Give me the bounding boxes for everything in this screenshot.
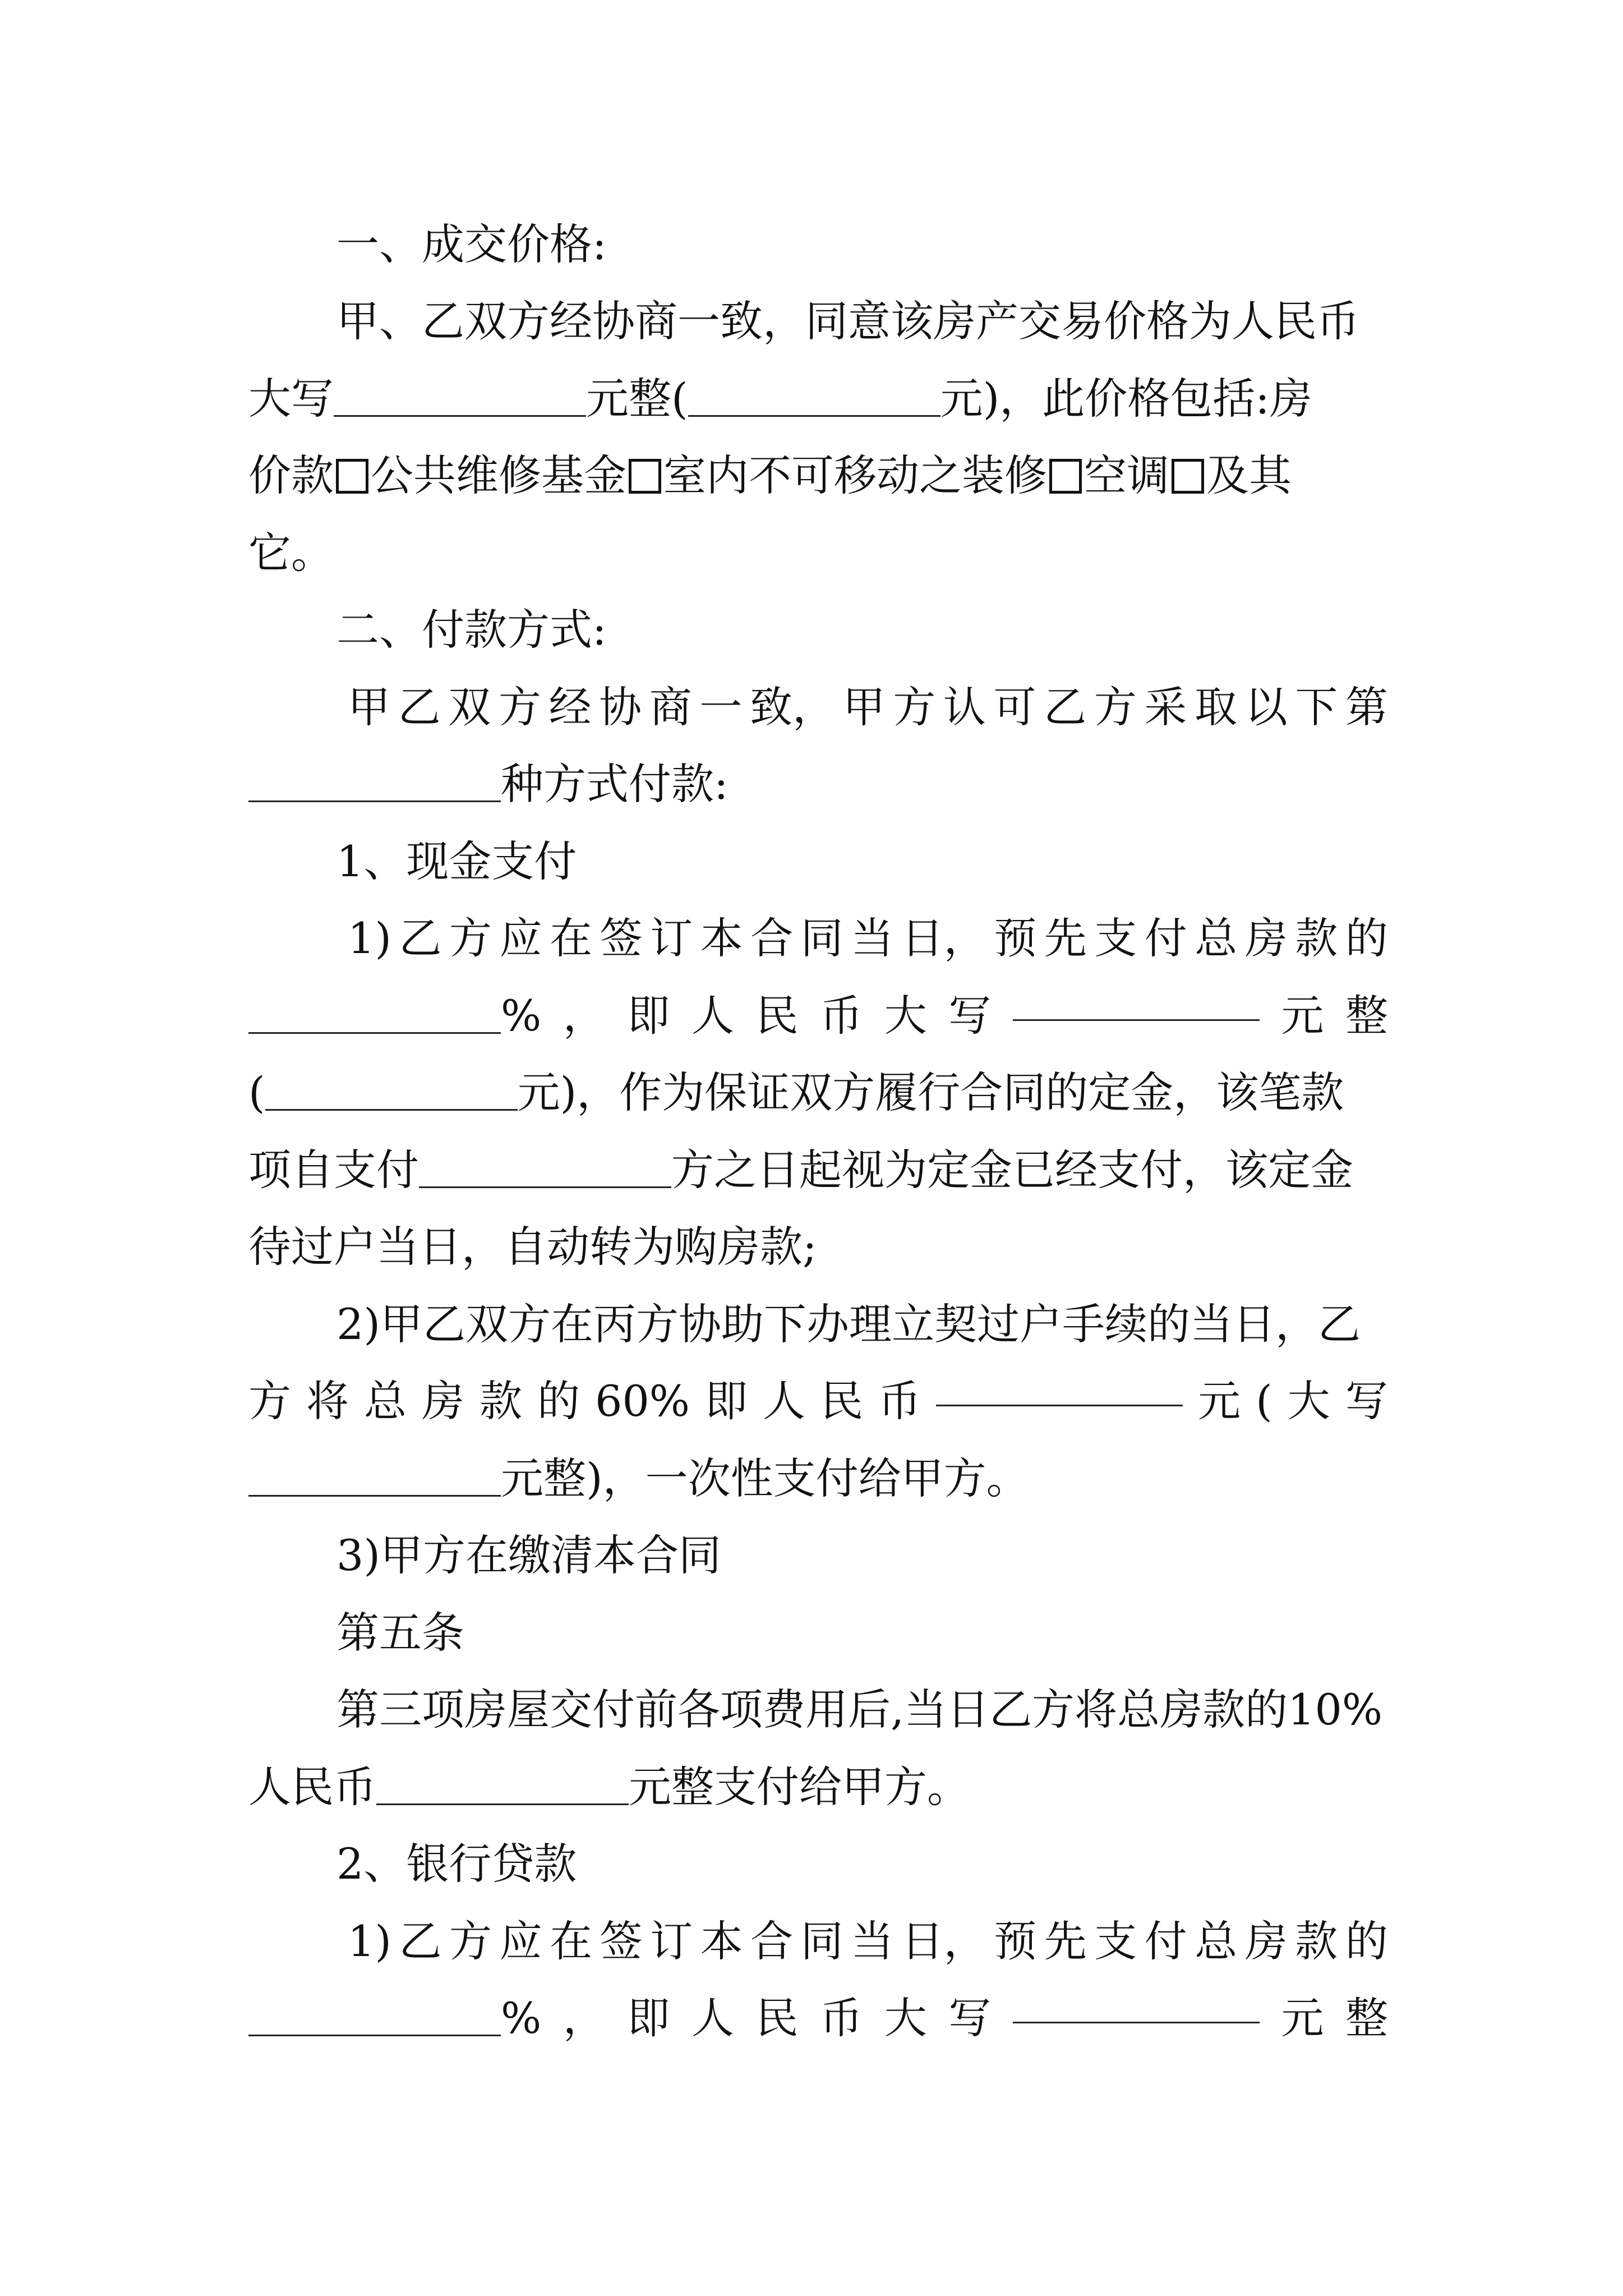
text-fragment: 项自支付	[248, 1145, 419, 1195]
char: 方	[449, 1916, 492, 1966]
char: 本	[700, 1916, 743, 1966]
char: 总	[1195, 913, 1238, 963]
deposit-amount-words-blank[interactable]	[1013, 977, 1260, 1021]
text-fragment: 方之日起视为定金已经支付，该定金	[671, 1145, 1353, 1195]
char: (	[1256, 1376, 1272, 1426]
amount-figures-blank[interactable]	[688, 372, 940, 417]
char: 预	[994, 913, 1037, 963]
char: 写	[948, 1993, 992, 2043]
char: 应	[499, 913, 542, 963]
text-fragment: 元)，作为保证双方履行合同的定金，该笔款	[517, 1068, 1344, 1117]
char: 当	[851, 1916, 894, 1966]
char: 的	[537, 1376, 580, 1426]
char: 大	[884, 1993, 927, 2043]
char: 订	[650, 1916, 693, 1966]
char: 同	[800, 913, 843, 963]
checkbox-other[interactable]	[1172, 459, 1204, 494]
cash-item3-line1: 3)甲方在缴清本合同	[336, 1530, 722, 1580]
section1-para-line3	[248, 436, 1388, 515]
amount-words-blank[interactable]	[334, 372, 586, 417]
char: 元	[1281, 1993, 1324, 2043]
section1-para-line2	[248, 360, 1388, 438]
loan-heading: 2、银行贷款	[336, 1839, 577, 1889]
section2-para-line2	[248, 745, 1388, 823]
loan-item1-line1	[348, 1902, 1388, 1981]
char: 乙	[399, 1916, 442, 1966]
char: 日，	[901, 1916, 986, 1966]
cash-item1-line2	[248, 977, 1388, 1055]
sixty-percent-figures-blank[interactable]	[936, 1362, 1183, 1406]
char: 方	[248, 1376, 291, 1426]
section1-para-line4: 它。	[248, 528, 334, 578]
char: 人	[691, 1993, 734, 2043]
cash-item3-line3	[248, 1748, 1388, 1826]
cash-item1-line1	[348, 899, 1388, 978]
char: 房	[1244, 913, 1288, 963]
section2-para-line1	[348, 668, 1388, 747]
char: 元	[1281, 991, 1324, 1041]
char: 款	[479, 1376, 523, 1426]
char: 甲	[842, 682, 886, 732]
char: 双	[448, 682, 491, 732]
char: 在	[550, 1916, 593, 1966]
char: 预	[994, 1916, 1037, 1966]
price-item-label: 空调	[1084, 450, 1169, 500]
char: 即	[705, 1376, 748, 1426]
char: 下	[1295, 682, 1338, 732]
char: 款	[1295, 1916, 1338, 1966]
char: 写	[1345, 1376, 1388, 1426]
char: 当	[851, 913, 894, 963]
char: 致，	[750, 682, 835, 732]
char: 合	[750, 1916, 794, 1966]
char: 1)	[348, 1916, 392, 1966]
char: 商	[649, 682, 692, 732]
percent-sign: %	[501, 1993, 542, 2043]
char: 总	[1195, 1916, 1238, 1966]
text-fragment: 元整)，一次性支付给甲方。	[501, 1453, 1029, 1503]
text-fragment: 元整支付给甲方。	[629, 1762, 970, 1812]
deposit-percent-blank[interactable]	[248, 990, 501, 1034]
char: 房	[422, 1376, 465, 1426]
cash-item1-line3	[248, 1053, 1388, 1132]
payment-method-blank[interactable]	[248, 758, 501, 802]
char: 合	[750, 913, 794, 963]
text-fragment: 大写	[248, 374, 334, 424]
price-item-label: 价款	[248, 450, 334, 500]
price-item-label: 公共维修基金	[371, 450, 626, 500]
checkbox-fixed-decoration[interactable]	[629, 459, 661, 494]
cash-item2-line2	[248, 1362, 1388, 1441]
char: 房	[1244, 1916, 1288, 1966]
char: 即	[627, 991, 670, 1041]
char: 的	[1345, 913, 1388, 963]
char: 方	[498, 682, 541, 732]
char: 民	[755, 1993, 799, 2043]
cash-heading: 1、现金支付	[336, 836, 577, 886]
loan-deposit-percent-blank[interactable]	[248, 1992, 501, 2036]
char: 元	[1198, 1376, 1241, 1426]
char: 币	[878, 1376, 921, 1426]
section1-heading: 一、成交价格:	[336, 219, 607, 269]
char: 写	[948, 991, 992, 1041]
char: 经	[548, 682, 592, 732]
deposit-amount-figures-blank[interactable]	[265, 1066, 518, 1111]
char: 日，	[901, 913, 986, 963]
text-fragment: 元整(	[586, 374, 688, 424]
char: 先	[1044, 1916, 1087, 1966]
char: 总	[364, 1376, 407, 1426]
char: ，	[562, 1993, 606, 2043]
percent-sign: %	[501, 991, 542, 1041]
price-item-label: 及其	[1206, 450, 1292, 500]
char: 可	[993, 682, 1036, 732]
char: 方	[893, 682, 936, 732]
loan-deposit-words-blank[interactable]	[1013, 1979, 1260, 2023]
percent-group	[248, 1979, 541, 2058]
char: 大	[1287, 1376, 1330, 1426]
char: 方	[1094, 682, 1137, 732]
char: 1)	[348, 913, 392, 963]
char: 签	[600, 913, 643, 963]
cash-item1-line4	[248, 1131, 1388, 1209]
section2-heading: 二、付款方式:	[336, 605, 607, 655]
text-fragment: (	[248, 1068, 265, 1117]
char: 认	[943, 682, 986, 732]
char: 取	[1195, 682, 1237, 732]
char: 款	[1295, 913, 1338, 963]
char: 应	[499, 1916, 542, 1966]
char: 支	[1094, 1916, 1137, 1966]
char: 乙	[399, 913, 442, 963]
ten-percent-amount-blank[interactable]	[376, 1761, 629, 1805]
char: 第	[1345, 682, 1388, 732]
cash-item2-line1: 2)甲乙双方在丙方协助下办理立契过户手续的当日，乙	[336, 1299, 1361, 1349]
cash-item2-line3	[248, 1439, 1388, 1518]
char: 币	[820, 1993, 863, 2043]
char: 协	[599, 682, 642, 732]
char: 即	[627, 1993, 670, 2043]
char: 民	[755, 991, 799, 1041]
char: 方	[449, 913, 492, 963]
char: 付	[1144, 1916, 1187, 1966]
char: 的	[1345, 1916, 1388, 1966]
char: 一	[699, 682, 743, 732]
char: 甲	[348, 682, 390, 732]
char: 将	[306, 1376, 349, 1426]
percent-group	[248, 977, 541, 1055]
char: 60%	[595, 1376, 690, 1426]
text-fragment: 元)，此价格包括:房	[940, 374, 1312, 424]
text-fragment: 人民币	[248, 1762, 376, 1812]
loan-item1-line2	[248, 1979, 1388, 2058]
char: 在	[550, 913, 593, 963]
char: 付	[1144, 913, 1187, 963]
char: ，	[562, 991, 606, 1041]
payee-party-blank[interactable]	[419, 1144, 671, 1188]
char: 民	[820, 1376, 864, 1426]
char: 整	[1345, 991, 1388, 1041]
char: 支	[1094, 913, 1137, 963]
checkbox-air-conditioner[interactable]	[1049, 459, 1082, 494]
char: 人	[691, 991, 734, 1041]
char: 签	[600, 1916, 643, 1966]
char: 币	[820, 991, 863, 1041]
section1-para-line1: 甲、乙双方经协商一致，同意该房产交易价格为人民币	[336, 296, 1359, 346]
char: 整	[1345, 1993, 1388, 2043]
char: 人	[763, 1376, 806, 1426]
char: 大	[884, 991, 927, 1041]
char: 乙	[398, 682, 441, 732]
cash-item3-line2: 第三项房屋交付前各项费用后,当日乙方将总房款的10%	[336, 1685, 1383, 1734]
char: 以	[1244, 682, 1288, 732]
cash-item1-line5: 待过户当日，自动转为购房款;	[248, 1222, 817, 1272]
price-item-label: 室内不可移动之装修	[663, 450, 1047, 500]
sixty-percent-words-blank[interactable]	[248, 1452, 501, 1497]
char: 本	[700, 913, 743, 963]
char: 先	[1044, 913, 1087, 963]
char: 乙	[1044, 682, 1087, 732]
text-fragment: 种方式付款:	[501, 759, 728, 809]
char: 采	[1144, 682, 1187, 732]
char: 订	[650, 913, 693, 963]
char: 同	[800, 1916, 843, 1966]
article-title: 第五条	[336, 1608, 464, 1658]
checkbox-public-fund[interactable]	[336, 459, 368, 494]
